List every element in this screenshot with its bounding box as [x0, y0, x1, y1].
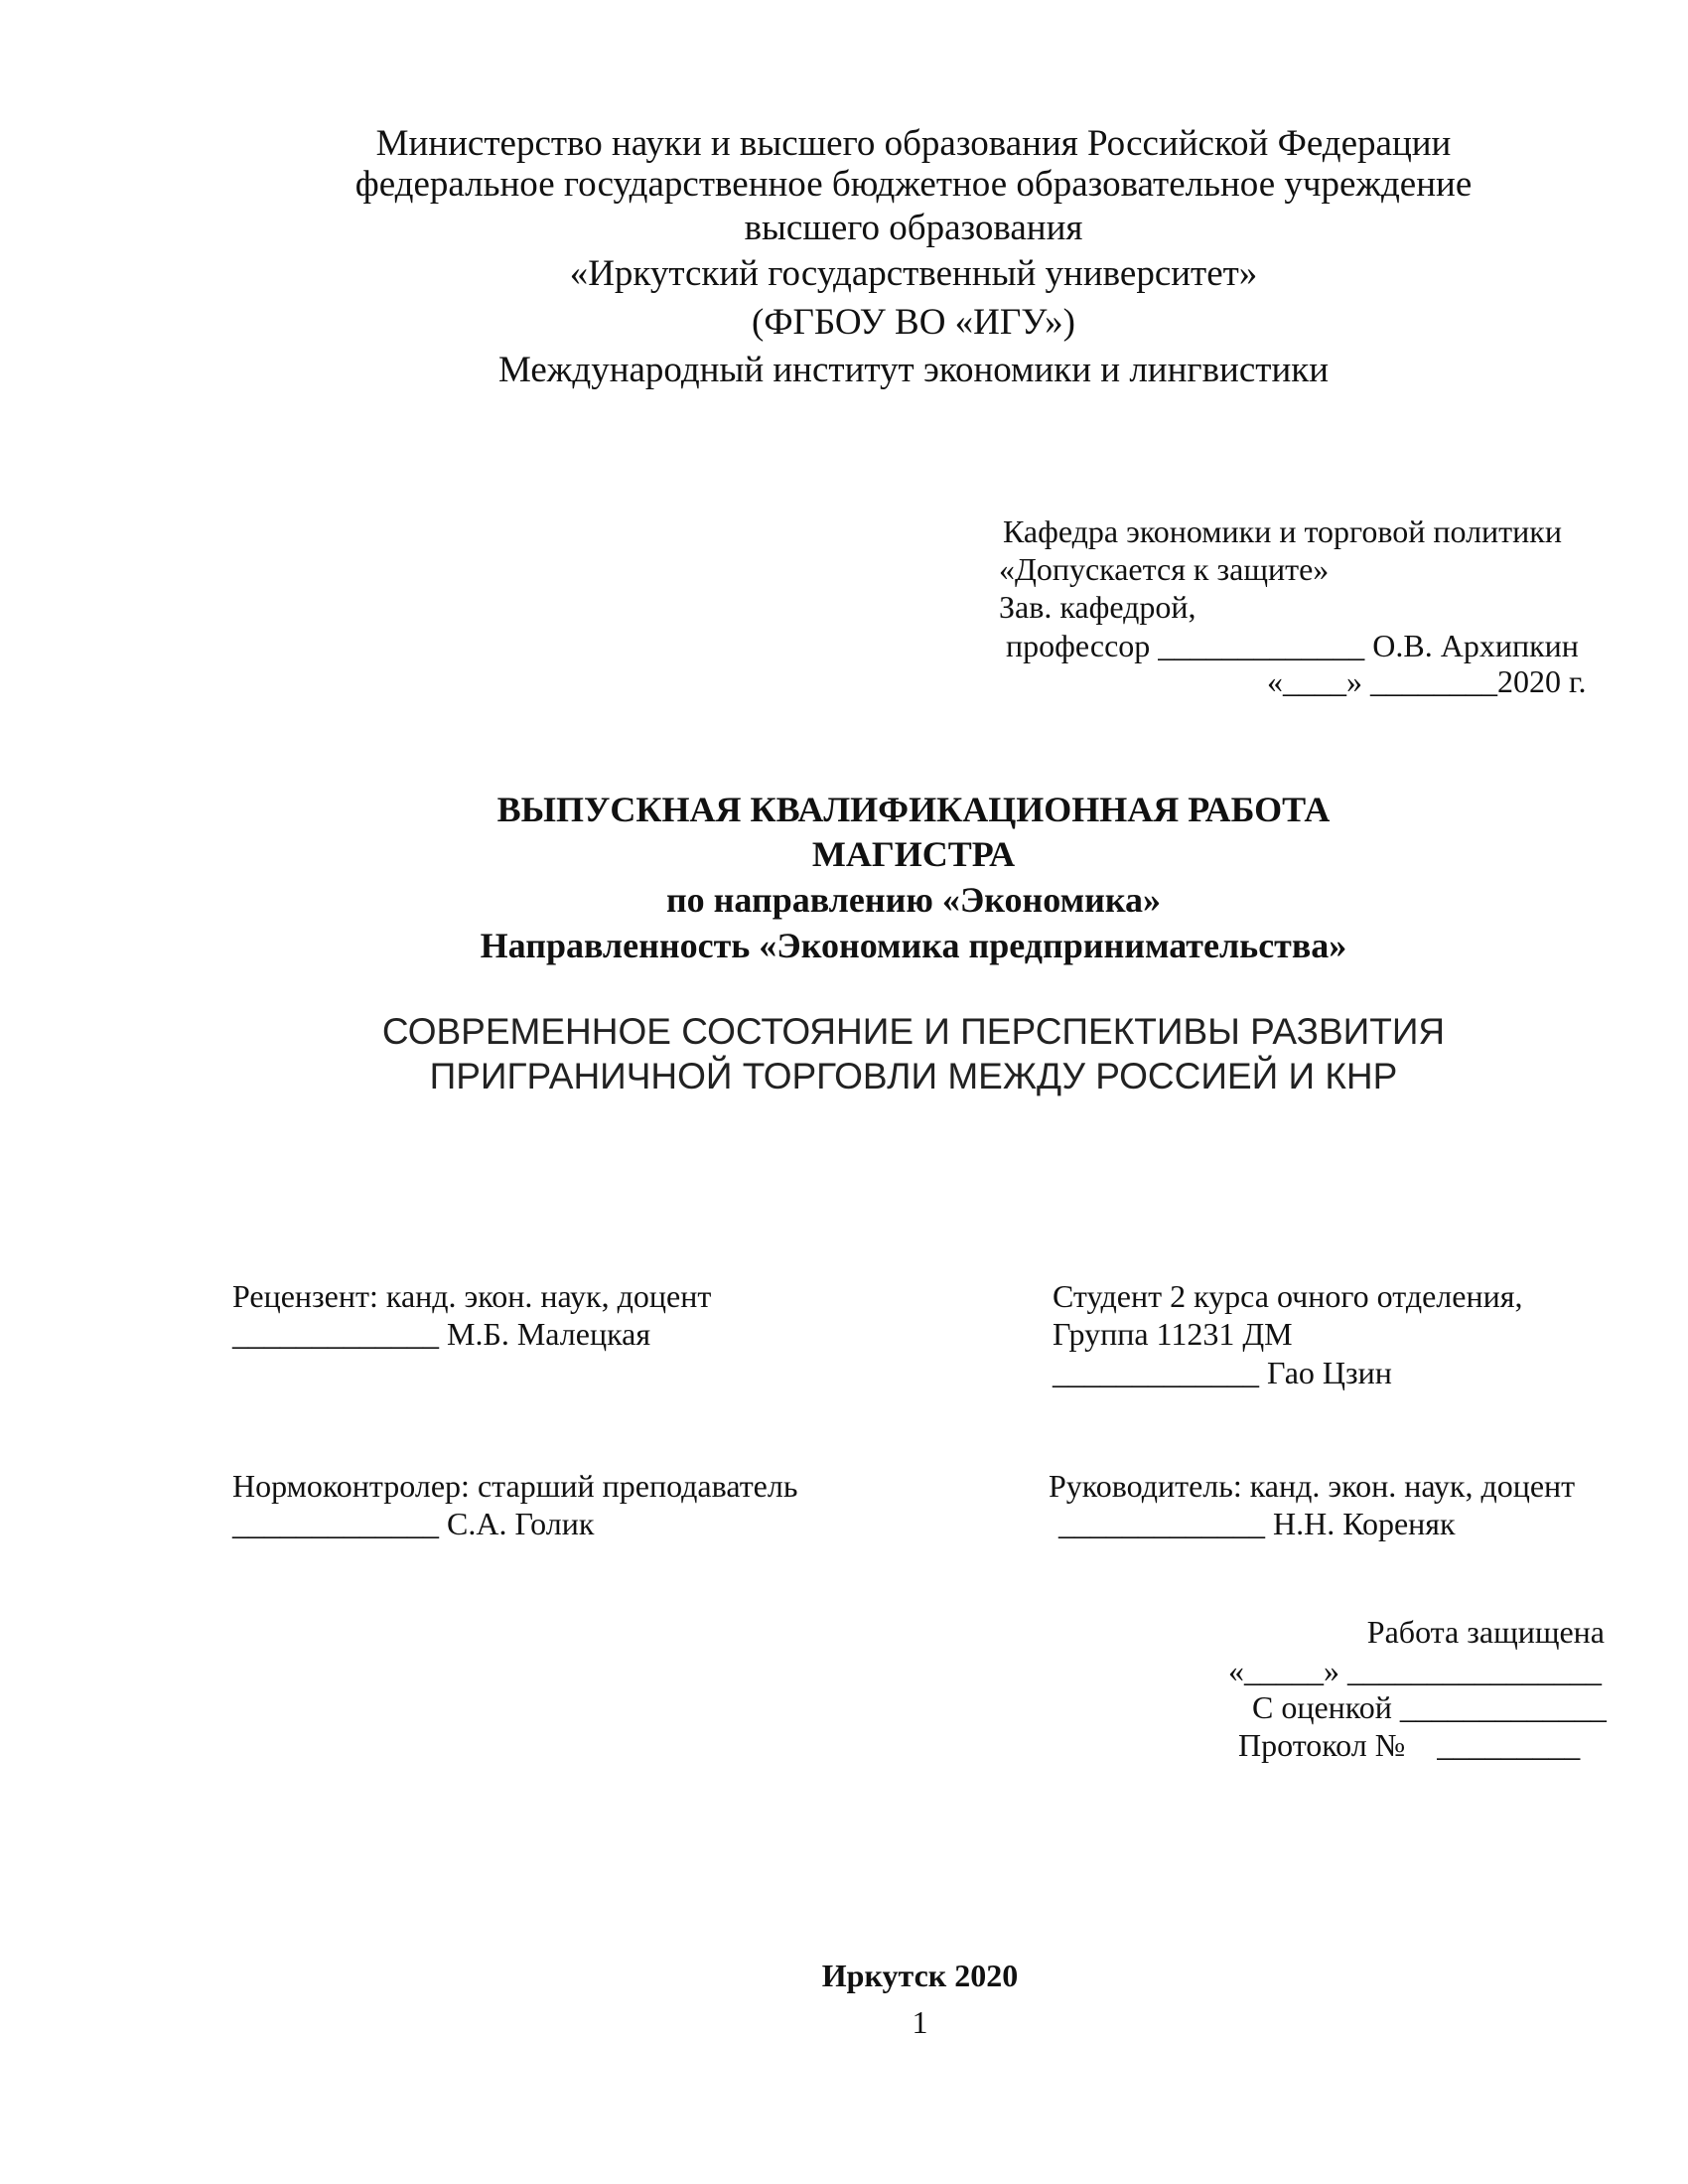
- student-title: Студент 2 курса очного отделения,: [1053, 1278, 1523, 1314]
- work-type-title: ВЫПУСКНАЯ КВАЛИФИКАЦИОННАЯ РАБОТА: [496, 790, 1331, 829]
- degree-title: МАГИСТРА: [811, 834, 1016, 874]
- professor-signature-line: профессор _____________ О.В. Архипкин: [1006, 628, 1579, 663]
- admitted-line: «Допускается к защите»: [999, 551, 1330, 587]
- university-name-line: «Иркутский государственный университет»: [569, 253, 1258, 294]
- student-group: Группа 11231 ДМ: [1053, 1316, 1293, 1352]
- defense-protocol-line: Протокол № _________: [1238, 1727, 1581, 1763]
- supervisor-title: Руководитель: канд. экон. наук, доцент: [1049, 1468, 1576, 1504]
- education-level-line: высшего образования: [744, 208, 1083, 248]
- student-signature: _____________ Гао Цзин: [1053, 1355, 1392, 1390]
- defense-date-line: «_____» ________________: [1228, 1653, 1602, 1688]
- normcontroller-title: Нормоконтролер: старший преподаватель: [232, 1468, 798, 1504]
- approval-date-line: «____» ________2020 г.: [1267, 663, 1587, 699]
- ministry-line: Министерство науки и высшего образования Российской Федерации: [375, 123, 1452, 164]
- head-title-line: Зав. кафедрой,: [999, 589, 1196, 625]
- institute-line: Международный институт экономики и лингвистики: [497, 350, 1330, 390]
- focus-title: Направленность «Экономика предпринимательства»: [480, 926, 1347, 965]
- institution-type-line: федеральное государственное бюджетное образовательное учреждение: [354, 164, 1473, 205]
- city-year: Иркутск 2020: [821, 1958, 1019, 1993]
- direction-title: по направлению «Экономика»: [665, 880, 1162, 920]
- department-line: Кафедра экономики и торговой политики: [1003, 513, 1562, 549]
- topic-line-1: СОВРЕМЕННОЕ СОСТОЯНИЕ И ПЕРСПЕКТИВЫ РАЗВИТИЯ: [381, 1011, 1446, 1052]
- reviewer-signature: _____________ М.Б. Малецкая: [232, 1316, 651, 1352]
- defense-grade-line: С оценкой _____________: [1252, 1689, 1607, 1725]
- supervisor-signature: _____________ Н.Н. Кореняк: [1058, 1506, 1456, 1541]
- page-number: 1: [912, 2004, 928, 2040]
- topic-line-2: ПРИГРАНИЧНОЙ ТОРГОВЛИ МЕЖДУ РОССИЕЙ И КНР: [429, 1056, 1398, 1096]
- defense-status: Работа защищена: [1366, 1614, 1605, 1650]
- university-abbr-line: (ФГБОУ ВО «ИГУ»): [752, 302, 1075, 343]
- normcontroller-signature: _____________ С.А. Голик: [232, 1506, 595, 1541]
- reviewer-title: Рецензент: канд. экон. наук, доцент: [232, 1278, 712, 1314]
